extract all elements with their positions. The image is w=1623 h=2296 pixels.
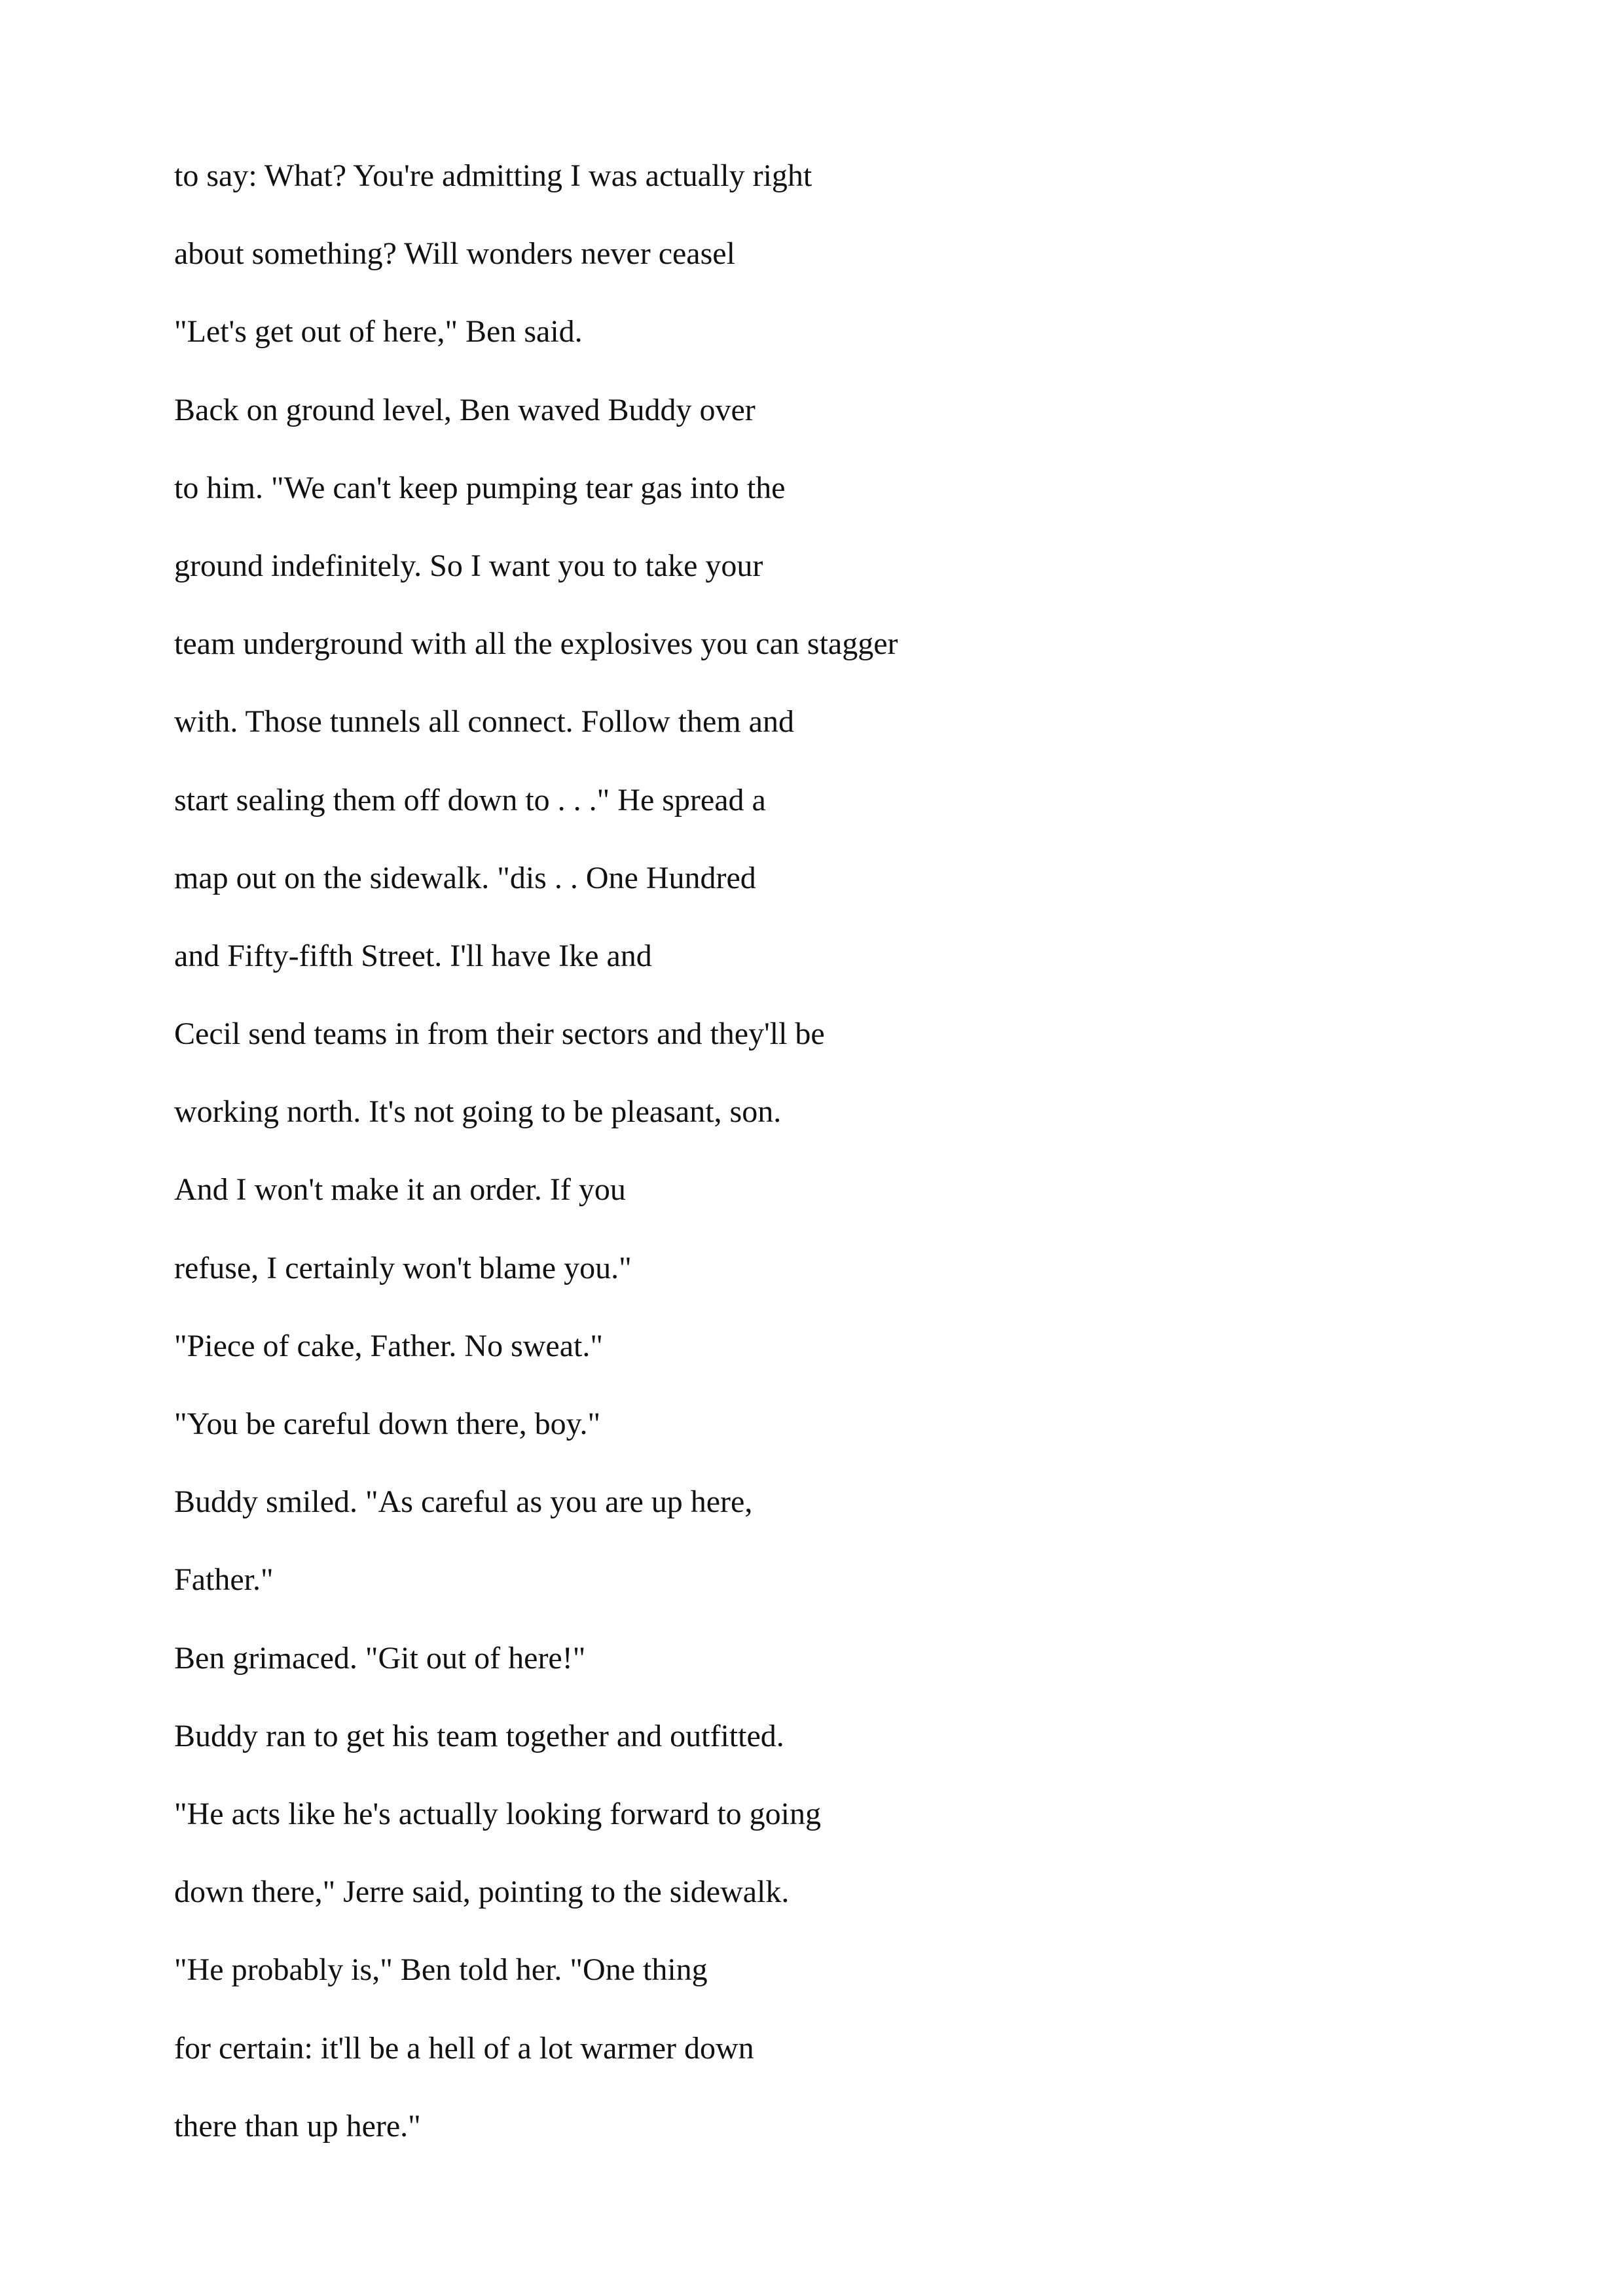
text-line: to him. "We can't keep pumping tear gas into the: [174, 470, 786, 505]
text-line: Buddy ran to get his team together and outfitted.: [174, 1718, 784, 1753]
text-line: with. Those tunnels all connect. Follow them and: [174, 704, 794, 740]
text-line: start sealing them off down to . . ." He spread a: [174, 782, 766, 817]
text-line: team underground with all the explosives you can stagger: [174, 626, 898, 662]
text-line: "He probably is," Ben told her. "One thing: [174, 1952, 708, 1988]
text-line: "He acts like he's actually looking forward to going: [174, 1796, 821, 1831]
text-line: to say: What? You're admitting I was actually right: [174, 158, 812, 193]
text-line: And I won't make it an order. If you: [174, 1172, 626, 1208]
text-line: ground indefinitely. So I want you to take your: [174, 548, 763, 583]
text-line: and Fifty-fifth Street. I'll have Ike and: [174, 938, 652, 973]
text-line: Father.": [174, 1562, 274, 1598]
text-line: "Piece of cake, Father. No sweat.": [174, 1328, 603, 1363]
text-line: Cecil send teams in from their sectors and they'll be: [174, 1016, 825, 1052]
text-line: down there," Jerre said, pointing to the sidewalk.: [174, 1874, 790, 1910]
text-line: Back on ground level, Ben waved Buddy over: [174, 392, 756, 427]
text-line: for certain: it'll be a hell of a lot warmer down: [174, 2030, 754, 2066]
text-line: "Let's get out of here," Ben said.: [174, 314, 583, 350]
text-line: working north. It's not going to be pleasant, son.: [174, 1094, 782, 1130]
text-line: there than up here.": [174, 2108, 421, 2144]
text-line: refuse, I certainly won't blame you.": [174, 1250, 632, 1285]
text-line: "You be careful down there, boy.": [174, 1407, 601, 1441]
text-line: about something? Will wonders never ceasel: [174, 236, 735, 272]
text-line: Ben grimaced. "Git out of here!": [174, 1640, 586, 1676]
text-line: Buddy smiled. "As careful as you are up here,: [174, 1484, 753, 1520]
body-text: [174, 149, 1484, 2178]
text-line: map out on the sidewalk. "dis . . One Hundred: [174, 860, 756, 895]
